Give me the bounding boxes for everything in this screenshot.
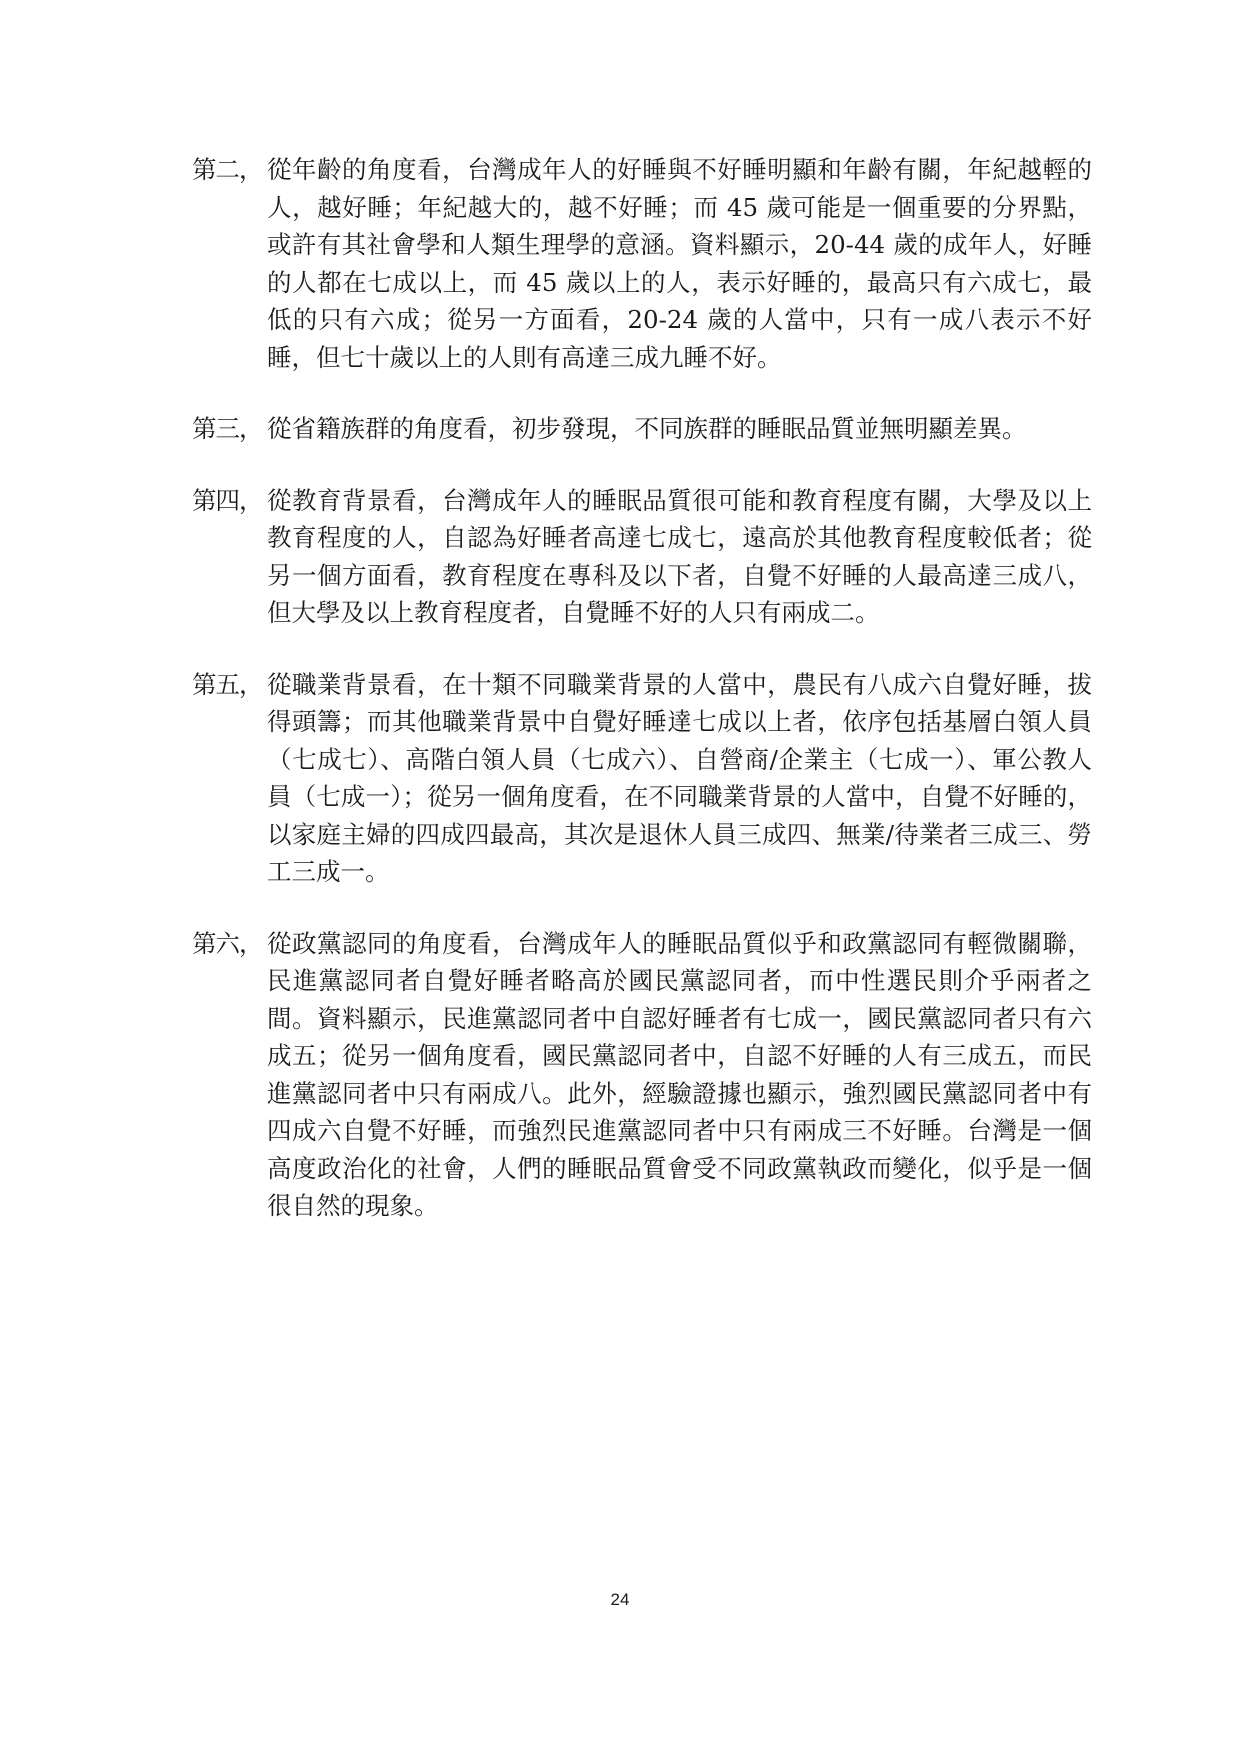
finding-marker: 第四， bbox=[192, 485, 263, 515]
finding-marker: 第三， bbox=[192, 414, 263, 443]
finding-item bbox=[192, 410, 1092, 448]
finding-marker: 第二， bbox=[192, 155, 263, 184]
finding-text: 從職業背景看，在十類不同職業背景的人當中，農民有八成六自覺好睡，拔得頭籌；而其他職業背景中自覺好睡達七成以上者，依序包括基層白領人員（七成七）、高階白領人員（七成六）、自營商/企業主（七成一）、軍公教人員（七成一）；從另一個角度看，在不同職業背景的人當中，自覺不好睡的，以家庭主婦的四成四最高，其次是退休人員三成四、無業/待業者三成三、勞工三成一。 bbox=[267, 669, 1092, 886]
finding-text: 從教育背景看，台灣成年人的睡眠品質很可能和教育程度有關，大學及以上教育程度的人，自認為好睡者高達七成七，遠高於其他教育程度較低者；從另一個方面看，教育程度在專科及以下者，自覺不好睡的人最高達三成八，但大學及以上教育程度者，自覺睡不好的人只有兩成二。 bbox=[267, 485, 1092, 627]
finding-item bbox=[192, 925, 1092, 1225]
finding-item bbox=[192, 666, 1092, 891]
page-number: 24 bbox=[610, 1590, 630, 1609]
finding-text: 從政黨認同的角度看，台灣成年人的睡眠品質似乎和政黨認同有輕微關聯，民進黨認同者自覺好睡者略高於國民黨認同者，而中性選民則介乎兩者之間。資料顯示，民進黨認同者中自認好睡者有七成一，國民黨認同者只有六成五；從另一個角度看，國民黨認同者中，自認不好睡的人有三成五，而民進黨認同者中只有兩成八。此外，經驗證據也顯示，強烈國民黨認同者中有四成六自覺不好睡，而強烈民進黨認同者中只有兩成三不好睡。台灣是一個高度政治化的社會，人們的睡眠品質會受不同政黨執政而變化，似乎是一個很自然的現象。 bbox=[267, 928, 1092, 1220]
finding-text: 從省籍族群的角度看，初步發現，不同族群的睡眠品質並無明顯差異。 bbox=[267, 414, 1027, 443]
finding-item bbox=[192, 151, 1092, 376]
finding-marker: 第五， bbox=[192, 669, 263, 699]
finding-item bbox=[192, 482, 1092, 632]
findings-list bbox=[192, 151, 1092, 1259]
finding-text: 從年齡的角度看，台灣成年人的好睡與不好睡明顯和年齡有關，年紀越輕的人，越好睡；年紀越大的，越不好睡；而 45 歲可能是一個重要的分界點，或許有其社會學和人類生理學的意涵。資料顯示，20-44 歲的成年人，好睡的人都在七成以上，而 45 歲以上的人，表示好睡的，最高只有六成七，最低的只有六成；從另一方面看，20-24 歲的人當中，只有一成八表示不好睡，但七十歲以上的人則有高達三成九睡不好。 bbox=[267, 155, 1092, 372]
finding-marker: 第六， bbox=[192, 928, 263, 958]
